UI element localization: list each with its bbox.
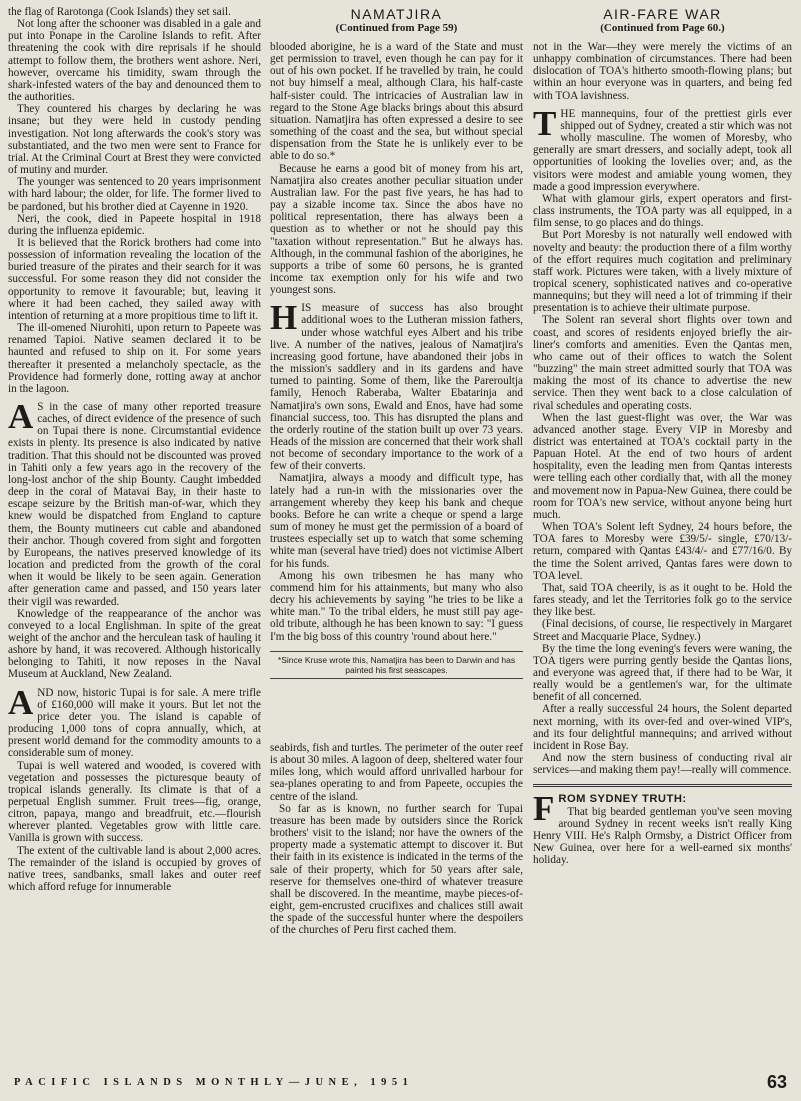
paragraph: The extent of the cultivable land is about 2,000 acres. The remainder of the island is occupied by groves of native trees, sandbanks, small lakes and outer reef which afford refuge for innumerable bbox=[8, 844, 261, 894]
paragraph: not in the War—they were merely the victims of an unhappy combination of circumstances. There had been dislocation of TOA's hitherto smooth-flowing plans; but within an hour everyone was in quarters, and being fed with TOA lavishness. bbox=[533, 41, 792, 102]
publication-line: PACIFIC ISLANDS MONTHLY—JUNE, 1951 bbox=[14, 1077, 414, 1088]
paragraph: (Final decisions, of course, lie respectively in Margaret Street and Macquarie Place, Sydney.) bbox=[533, 618, 792, 643]
paragraph: After a really successful 24 hours, the Solent departed next morning, with its over-fed and over-wined VIP's, and its four delightful mannequins; and arrived without incident in Rose Bay. bbox=[533, 703, 792, 752]
paragraph-text: S in the case of many other reported treasure caches, of direct evidence of the presence of such on Tupai there is none. Circumstantial evidence exists in plenty. Its presence is also indicated by native tradition. That this should not be discounted was proved in Tahiti only a few years ago in the recovery of the long-lost anchor of the ship Bounty. Caught imbedded deep in the coral of Matavai Bay, in their haste to escape seizure by the British man-of-war, which they knew would be dispatched from England to capture them, the Bounty mutineers cut cable and abandoned their anchor. Though covered from sight and forgotten by Europeans, the natives preserved knowledge of its location and predicted from the growth of the coral when it would be likely to be seen again. Generation after generation came and passed, and 150 years later their vigil was rewarded. bbox=[8, 401, 261, 608]
paragraph: The younger was sentenced to 20 years imprisonment with hard labour; the older, for life. The former lived to be pardoned, but his brother died at Cayenne in 1920. bbox=[8, 176, 261, 213]
paragraph: blooded aborigine, he is a ward of the State and must get permission to travel, even though he can pay for it out of his own pocket. If he travelled by train, he could not buy himself a meal, although Clara, his half-caste half-sister could. The intricacies of Australian law in regard to the Stone Age blacks brings about this absurd situation. Namatjira has often expressed a desire to see something of the coast and the sea, but without special dispensation from the State he is unlikely ever to be able to do so.* bbox=[270, 41, 523, 163]
drop-cap-paragraph bbox=[8, 682, 261, 760]
paragraph: When the last guest-flight was over, the War was advanced another stage. Every VIP in Moresby and district was entertained at TOA's cocktail party in the Papuan Hotel. At the end of two hours of ardent hospitality, even the leading men from Qantas interests were telling each other cordially that, with all the money and movement now in Papua-New Guinea, there could be room for TOA's new service, without anyone being hurt much. bbox=[533, 411, 792, 521]
section-divider bbox=[533, 784, 792, 787]
paragraph: Namatjira, always a moody and difficult type, has lately had a run-in with the missionaries over the arrangement whereby they keep his bank and cheque books. Before he can write a cheque or spend a large sum of money he must get the permission of a board of trustees especially set up to watch that some scheming white man (several have tried) does not victimise Albert for his funds. bbox=[270, 472, 523, 570]
namatjira-article bbox=[270, 6, 523, 738]
drop-cap: F bbox=[533, 789, 555, 829]
paragraph: The Solent ran several short flights over town and coast, and scores of residents enjoyed briefly the air-liner's comforts and amenities. Even the Qantas men, who came out of their offices to watch the Solent "buzzing" the main street admitted sourly that TOA was making the most of its chance to advertise the new service. Then they went back to a close calculation of rival schedules and operating costs. bbox=[533, 314, 792, 412]
article-title: AIR-FARE WAR bbox=[603, 6, 722, 22]
paragraph: Tupai is well watered and wooded, is covered with vegetation and possesses the picturesque beauty of tropical islands generally. Its climate is that of a perpetual English summer. Fruit trees—fig, orange, citron, papaya, mango and breadfruit, etc.—flourish wherever planted. Vegetables grow with little care. Vanilla is grown with success. bbox=[8, 759, 261, 845]
paragraph: But Port Moresby is not naturally well endowed with novelty and beauty: the production there of a film worthy of the effort requires much cogitation and preliminary staff work. Pictures were taken, with a lively mixture of tropical scenery, sophisticated natives and co-operative mannequins; but they will need a lot of trimming if their presentation is to achieve their ultimate purpose. bbox=[533, 229, 792, 315]
continued-note: (Continued from Page 60.) bbox=[600, 22, 725, 34]
column-left bbox=[8, 6, 261, 1046]
paragraph: So far as is known, no further search for Tupai treasure has been made by outsiders since the Rorick brothers' visit to the island; nor have the owners of the property made a systematic attempt to discover it. But their faith in its existence is indicated in the terms of the sale of their property, which for 50 years after sale, reserve for themselves one-third of whatever treasure shall be discovered. In the meantime, maybe pieces-of-eight, gem-encrusted crucifixes and chalices still await the spade of the successful hunter where the despoilers of the churches of Peru first cached them. bbox=[270, 802, 523, 937]
sydney-truth-item bbox=[533, 789, 792, 829]
paragraph: By the time the long evening's fevers were waning, the TOA tigers were purring gently beside the Qantas lions, and everyone was agreed that, if there had to be War, it really would be a gentlemen's war, for the ultimate benefit of all concerned. bbox=[533, 642, 792, 704]
tupai-continuation bbox=[270, 742, 523, 937]
paragraph: And now the stern business of conducting rival air services—and making them pay!—really will commence. bbox=[533, 752, 792, 777]
paragraph: When TOA's Solent left Sydney, 24 hours before, the TOA fares to Moresby were £39/5/- single, £70/13/- return, compared with Qantas £43/4/- and £77/16/0. By the time the Solent arrived, Qantas fares were down to TOA level. bbox=[533, 521, 792, 582]
continued-note: (Continued from Page 59) bbox=[335, 22, 458, 34]
paragraph: The ill-omened Niurohiti, upon return to Papeete was renamed Tapioi. Native seamen declared it to be haunted and refused to ship on it. For some years thereafter it presented a melancholy spectacle, as the Providence had formerly done, rotting away at anchor in the lagoon. bbox=[8, 322, 261, 395]
paragraph-text: IS measure of success has also brought additional woes to the Lutheran mission fathers, under whose watchful eyes Albert and his tribe live. A number of the natives, jealous of Namatjira's increasing good fortune, have abandoned their jobs in the mission's saddlery and in its gardens and have turned to painting. Some of them, like the Pareroultja family, Henoch Raberaba, Walter Ebatarinja and Namatjira's own sons, Ewald and Enos, have had some financial success, too. This has disrupted the plans and the orderly routine of the station built up over 73 years. Heads of the mission are concerned that their work shall not become of secondary importance to the work of a few of their converts. bbox=[270, 302, 523, 473]
paragraph: the flag of Rarotonga (Cook Islands) they set sail. bbox=[8, 6, 231, 18]
paragraph: Knowledge of the reappearance of the anchor was conveyed to a local Englishman. In spite of the great weight of the anchor and the herculean task of hauling it ashore by hand, it was recovered. Although historically belonging to Tahiti, it now reposes in the Naval Museum at Auckland, New Zealand. bbox=[8, 607, 261, 681]
paragraph: It is believed that the Rorick brothers had come into possession of information revealing the location of the buried treasure of the pirates and their search for it was successful. For some reason they did not consider the opportunity to remove it favourable; but, leaving it where it had been cached, they sailed away with intention of returning at a more propitious time to lift it. bbox=[8, 236, 261, 322]
drop-cap: T bbox=[533, 103, 557, 143]
paragraph: That, said TOA cheerily, is as it ought to be. Hold the fares steady, and let the Territories folk go to the service they like best. bbox=[533, 581, 792, 619]
drop-cap: H bbox=[270, 298, 298, 338]
footnote: *Since Kruse wrote this, Namatjira has been to Darwin and has painted his first seascapes. bbox=[270, 651, 523, 679]
column-right bbox=[533, 6, 792, 1046]
paragraph: What with glamour girls, expert operators and first-class instruments, the TOA party was all equipped, in a film sense, to go places and do things. bbox=[533, 192, 792, 230]
drop-cap-paragraph bbox=[533, 103, 792, 193]
paragraph: That big bearded gentleman you've seen moving around Sydney in recent weeks isn't really King Henry VIII. He's Ralph Ormsby, a District Officer from New Guinea, over here for a well-earned six months' holiday. bbox=[533, 805, 792, 867]
paragraph-text: HE mannequins, four of the prettiest girls ever shipped out of Sydney, created a stir which was not wholly masculine. The women of Moresby, who generally are smart dressers, and socially adept, took all opportunities of looking the lovelies over; and, as the visitors were modest and amiable young women, they made a good impression everywhere. bbox=[533, 107, 792, 193]
paragraph: Because he earns a good bit of money from his art, Namatjira also creates another peculiar situation under Australian law. For the past five years, he has had to pay a sizable income tax. Since the abos have no political representation, there has always been a question as to whether or not he should pay this "taxation without representation." But he always has. Although, in the communal fashion of the aborigines, he supports a tribe of some 60 persons, he is granted income tax exemption only for his wife and two youngest sons. bbox=[270, 162, 523, 297]
paragraph: Among his own tribesmen he has many who commend him for his attainments, but many who also decry his achievements by saying "he tries to be like a white man." To the tribal elders, he must still pay age-old tribute, although he has been known to say: "I guess I'm the big boss of this country 'round about here." bbox=[270, 569, 523, 643]
paragraph-text: ND now, historic Tupai is for sale. A mere trifle of £160,000 will make it yours. But let not the price deter you. The island is capable of producing 1,000 tons of copra annually, which, at present world demand for the commodity amounts to a considerable sum of money. bbox=[8, 686, 261, 760]
drop-cap-paragraph bbox=[8, 397, 261, 608]
drop-cap: A bbox=[8, 397, 34, 436]
page-number: 63 bbox=[766, 1072, 787, 1092]
drop-cap-paragraph bbox=[270, 298, 523, 473]
paragraph: They countered his charges by declaring he was insane; but they were held in custody pending investigation. Not long afterwards the cook's story was substantiated, and the two men were sent to France for trial. At the Criminal Court at Brest they were convicted of mutiny and murder. bbox=[8, 103, 261, 177]
drop-cap: A bbox=[8, 682, 34, 722]
article-title: NAMATJIRA bbox=[350, 6, 443, 22]
paragraph: Neri, the cook, died in Papeete hospital in 1918 during the influenza epidemic. bbox=[8, 212, 261, 237]
item-heading: ROM SYDNEY TRUTH: bbox=[558, 793, 687, 806]
paragraph: Not long after the schooner was disabled in a gale and put into Ponape in the Caroline Islands to refit. After threatening the cook with dire reprisals if he should attempt to follow them, the brothers went ashore. Neri, however, overcame his timidity, swam through the shark-infested waters of the bay and denounced them to the authorities. bbox=[8, 18, 261, 104]
paragraph: seabirds, fish and turtles. The perimeter of the outer reef is about 30 miles. A lagoon of deep, sheltered water four miles long, which would afford unrivalled harbour for sea-planes operating to and from Papeete, occupies the centre of the island. bbox=[270, 742, 523, 803]
page-footer bbox=[14, 1072, 787, 1095]
column-middle bbox=[270, 6, 523, 1046]
